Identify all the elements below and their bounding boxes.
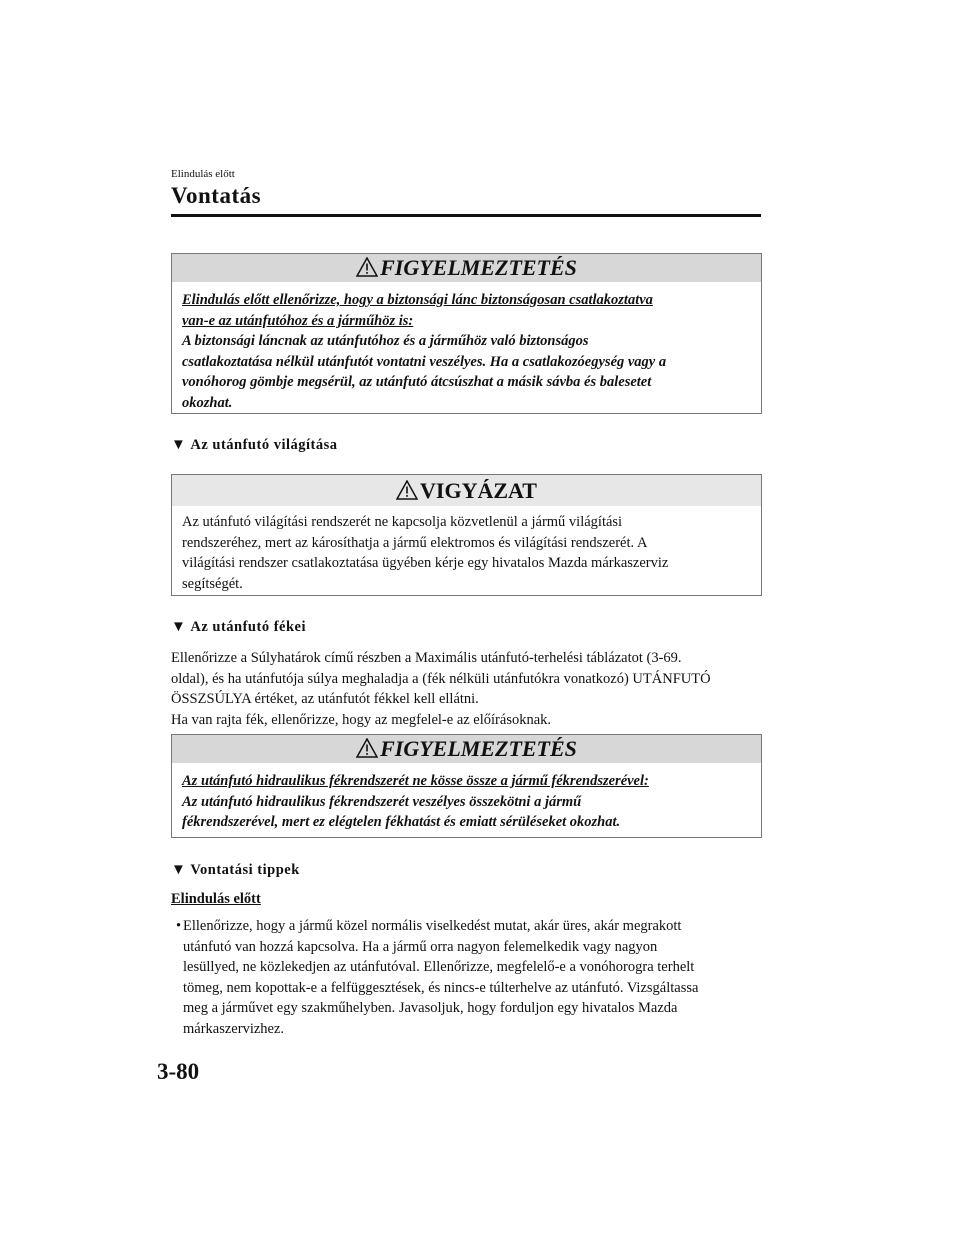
warning-line: Az utánfutó hidraulikus fékrendszerét veszélyes összekötni a jármű xyxy=(182,793,582,810)
bullet-item xyxy=(171,916,761,1039)
page-title: Vontatás xyxy=(171,183,262,208)
warning-line: vonóhorog gömbje megsérül, az utánfutó átcsúszhat a másik sávba és balesetet xyxy=(182,374,652,390)
paragraph-line: ÖSSZSÚLYA értéket, az utánfutót fékkel kell ellátni. xyxy=(171,691,479,707)
warning-box-safety-chain xyxy=(171,253,762,414)
section-title: Az utánfutó világítása xyxy=(190,437,338,453)
subheading-before-driving: Elindulás előtt xyxy=(171,891,261,907)
warning-body xyxy=(172,763,761,843)
chapter-label: Elindulás előtt xyxy=(171,168,235,180)
page-number: 3-80 xyxy=(157,1059,200,1084)
bullet-text xyxy=(183,916,761,1039)
section-heading-brakes xyxy=(171,619,306,636)
warning-line: van-e az utánfutóhoz és a járműhöz is: xyxy=(182,312,414,329)
caution-line: világítási rendszer csatlakoztatása ügyében kérje egy hivatalos Mazda márkaszerviz xyxy=(182,555,669,571)
title-divider xyxy=(171,214,761,217)
warning-triangle-icon xyxy=(356,738,378,758)
bullet-dot-icon: • xyxy=(176,918,182,934)
bullet-line: Ellenőrizze, hogy a jármű közel normális viselkedést mutat, akár üres, akár megrakott xyxy=(183,918,682,934)
caution-line: rendszeréhez, mert az károsíthatja a jármű elektromos és világítási rendszerét. A xyxy=(182,534,648,551)
section-marker-icon: ▼ xyxy=(171,862,187,878)
bullet-line: tömeg, nem kopottak-e a felfüggesztések, és nincs-e túlterhelve az utánfutó. Vizsgáltassa xyxy=(183,979,699,996)
section-heading-lighting xyxy=(171,437,338,454)
paragraph-line: Ha van rajta fék, ellenőrizze, hogy az megfelel-e az előírásoknak. xyxy=(171,711,552,728)
caution-body xyxy=(172,506,761,604)
warning-body xyxy=(172,282,761,423)
caution-box-lighting xyxy=(171,474,762,596)
paragraph-line: oldal), és ha utánfutója súlya meghaladja a (fék nélküli utánfutókra vonatkozó) UTÁNFUTÓ xyxy=(171,670,711,687)
warning-heading-text: FIGYELMEZTETÉS xyxy=(380,255,577,280)
warning-line: Elindulás előtt ellenőrizze, hogy a biztonsági lánc biztonságosan csatlakoztatva xyxy=(182,292,653,308)
warning-line: Az utánfutó hidraulikus fékrendszerét ne kösse össze a jármű fékrendszerével: xyxy=(182,773,649,789)
warning-heading-text: FIGYELMEZTETÉS xyxy=(380,736,577,761)
caution-heading xyxy=(172,475,761,506)
paragraph-line: Ellenőrizze a Súlyhatárok című részben a Maximális utánfutó-terhelési táblázatot (3-69. xyxy=(171,650,682,666)
caution-line: Az utánfutó világítási rendszerét ne kapcsolja közvetlenül a jármű világítási xyxy=(182,514,623,530)
warning-line: csatlakoztatása nélkül utánfutót vontatni veszélyes. Ha a csatlakozóegység vagy a xyxy=(182,353,667,370)
section-marker-icon: ▼ xyxy=(171,437,187,453)
section-title: Vontatási tippek xyxy=(190,862,300,878)
bullet-line: meg a járművet egy szakműhelyben. Javasoljuk, hogy forduljon egy hivatalos Mazda xyxy=(183,1000,678,1016)
warning-line: fékrendszerével, mert ez elégtelen fékhatást és emiatt sérüléseket okozhat. xyxy=(182,814,621,830)
warning-heading xyxy=(172,735,761,763)
bullet-line: utánfutó van hozzá kapcsolva. Ha a jármű orra nagyon felemelkedik vagy nagyon xyxy=(183,938,658,955)
section-title: Az utánfutó fékei xyxy=(190,619,306,635)
caution-line: segítségét. xyxy=(182,575,243,592)
warning-line: okozhat. xyxy=(182,394,233,411)
bullet-line: márkaszervizhez. xyxy=(183,1020,285,1037)
section-marker-icon: ▼ xyxy=(171,619,187,635)
brakes-paragraph xyxy=(171,648,771,730)
bullet-line: lesüllyed, ne közlekedjen az utánfutóval. Ellenőrizze, megfelelő-e a vonóhorogra terhelt xyxy=(183,959,695,975)
caution-triangle-icon xyxy=(396,480,418,500)
warning-heading xyxy=(172,254,761,282)
caution-heading-text: VIGYÁZAT xyxy=(420,478,537,503)
warning-box-hydraulic-brakes xyxy=(171,734,762,838)
warning-line: A biztonsági láncnak az utánfutóhoz és a járműhöz való biztonságos xyxy=(182,333,589,349)
section-heading-towing-tips xyxy=(171,862,300,879)
warning-triangle-icon xyxy=(356,257,378,277)
